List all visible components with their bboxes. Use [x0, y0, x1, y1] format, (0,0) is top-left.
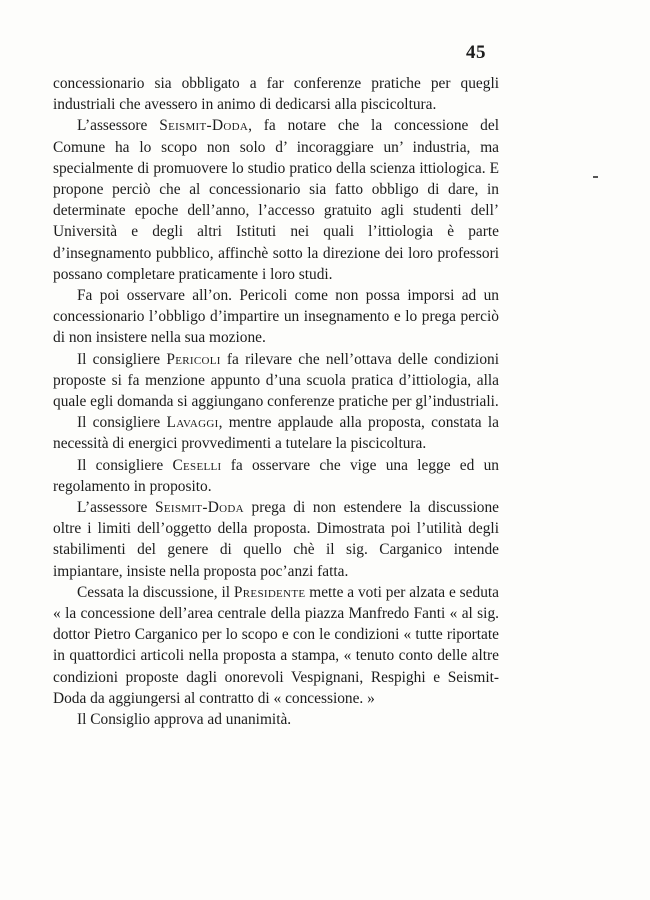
paragraph-text: concessionario sia obbligato a far conferenze pratiche per quegli industriali che avessero in animo di dedicarsi alla piscicoltura. [53, 75, 499, 114]
speaker-name: Presidente [233, 583, 306, 601]
paragraph-text: Il consigliere [77, 414, 167, 432]
paragraph [53, 709, 499, 730]
speaker-name: Seismit-Doda [155, 499, 244, 517]
speaker-name: Pericoli [166, 350, 221, 368]
page-number: 45 [466, 42, 486, 63]
paragraph-text: Il Consiglio approva ad unanimità. [77, 711, 292, 729]
paragraph [53, 115, 499, 285]
paragraph [53, 412, 499, 454]
paragraph-text: prega di non estendere la discussione oltre i limiti dell’oggetto della proposta. Dimostrata poi l’utilità degli stabilimenti del genere di quello chè il sig. Carganico intende impiantare, insiste nella proposta poc’anzi fatta. [53, 499, 499, 580]
body-text [53, 73, 499, 730]
paragraph-text: mette a voti per alzata e seduta « la concessione dell’area centrale della piazza Manfredo Fanti « al sig. dottor Pietro Carganico per lo scopo e con le condizioni « tutte riportate in quattordici articoli nella proposta a stampa, « tenuto conto delle altre condizioni proposte dagli onorevoli Vespignani, Respighi e Seismit-Doda da aggiungersi al contratto di « concessione. » [53, 583, 500, 707]
paragraph-text: Cessata la discussione, il [77, 583, 234, 601]
paragraph-text: Fa poi osservare all’on. Pericoli come non possa imporsi ad un concessionario l’obbligo d’impartire un insegnamento e lo prega perciò di non insistere nella sua mozione. [53, 287, 499, 347]
margin-mark [593, 176, 598, 178]
speaker-name: Seismit-Doda [159, 117, 249, 135]
paragraph-text: fa osservare che vige una legge ed un regolamento in proposito. [53, 456, 499, 495]
paragraph-text: Il consigliere [77, 456, 173, 474]
paragraph-text: , mentre applaude alla proposta, constata la necessità di energici provvedimenti a tutelare la piscicoltura. [53, 414, 499, 453]
paragraph-text: L’assessore [77, 117, 160, 135]
paragraph-text: fa rilevare che nell’ottava delle condizioni proposte si fa menzione appunto d’una scuola pratica d’ittiologia, alla quale egli domanda si aggiungano conferenze pratiche per gl’industriali. [53, 350, 499, 411]
paragraph [53, 455, 499, 497]
paragraph [53, 73, 499, 115]
paragraph [53, 582, 499, 709]
paragraph-text: L’assessore [77, 499, 155, 517]
paragraph [53, 497, 499, 582]
speaker-name: Lavaggi [166, 414, 219, 432]
speaker-name: Ceselli [172, 456, 222, 474]
paragraph-text: Il consigliere [77, 350, 167, 368]
paragraph [53, 349, 499, 413]
paragraph [53, 285, 499, 349]
paragraph-text: , fa notare che la concessione del Comune ha lo scopo non solo d’ incoraggiare un’ industria, ma specialmente di promuovere lo studio pratico della scienza ittiologica. E propone perciò che al concessionario sia fatto obbligo di dare, in determinate epoche dell’anno, l’accesso gratuito agli studenti dell’ Università e degli altri Istituti nei quali l’ittiologia è parte d’insegnamento pubblico, affinchè sotto la direzione dei loro professori possano completare praticamente i loro studi. [53, 117, 499, 283]
